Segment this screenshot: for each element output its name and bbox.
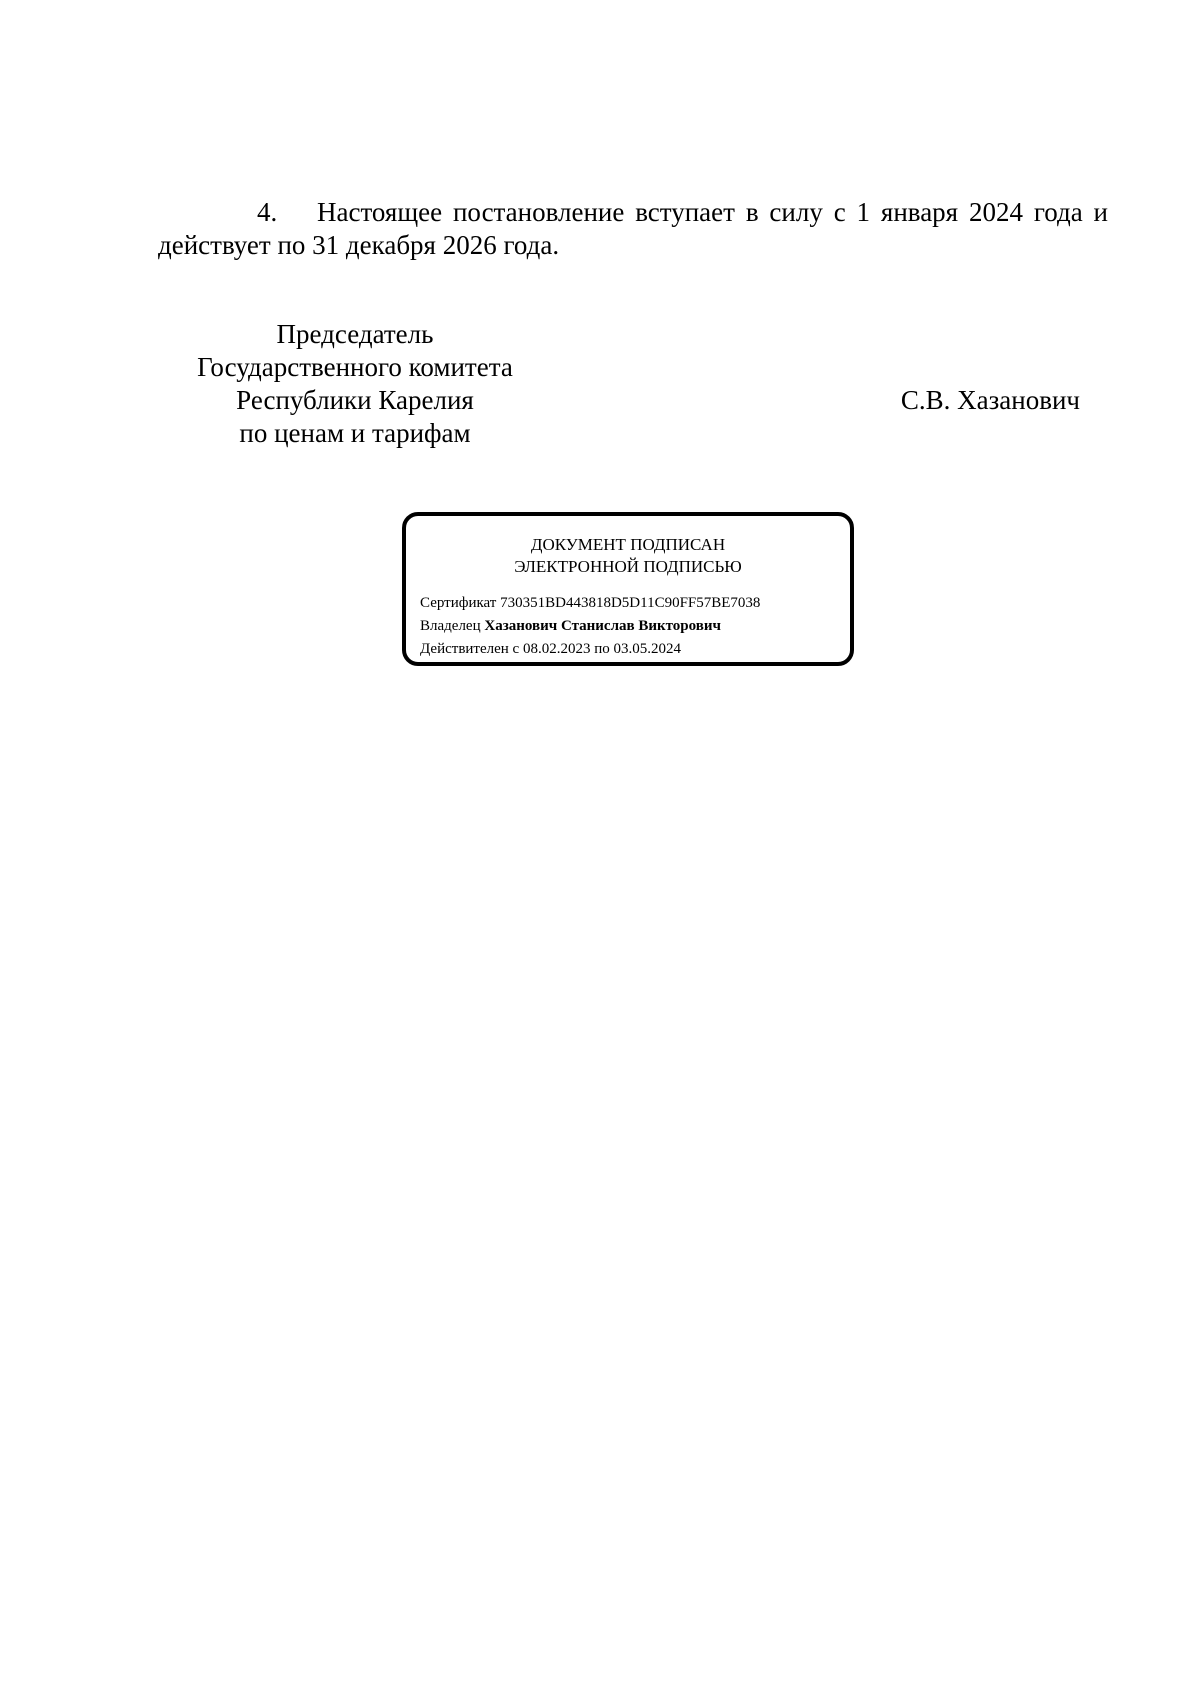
stamp-owner-row — [420, 615, 760, 638]
position-line-4: по ценам и тарифам — [239, 418, 471, 448]
owner-label: Владелец — [420, 618, 481, 634]
position-line-2: Государственного комитета — [197, 352, 513, 382]
stamp-certificate-row — [420, 592, 760, 615]
owner-value: Хазанович Станислав Викторович — [484, 618, 721, 634]
stamp-validity-row — [420, 638, 760, 661]
paragraph-line-1 — [158, 196, 1108, 229]
position-line-1: Председатель — [276, 319, 434, 349]
paragraph-4 — [158, 196, 1108, 262]
stamp-title-line-1: ДОКУМЕНТ ПОДПИСАН — [530, 535, 726, 554]
paragraph-number: 4. — [257, 197, 278, 227]
paragraph-line-2: действует по 31 декабря 2026 года. — [158, 230, 560, 260]
valid-to-label: по — [594, 641, 610, 657]
valid-from: 08.02.2023 — [522, 641, 591, 657]
certificate-label: Сертификат — [420, 595, 497, 611]
signatory-position — [170, 318, 540, 450]
position-line-3: Республики Карелия — [236, 385, 474, 415]
stamp-title — [406, 534, 850, 578]
valid-to: 03.05.2024 — [613, 641, 681, 657]
stamp-details — [420, 592, 760, 661]
electronic-signature-stamp — [402, 512, 854, 666]
valid-label: Действителен с — [420, 641, 520, 657]
signatory-name: С.В. Хазанович — [900, 385, 1080, 415]
stamp-title-line-2: ЭЛЕКТРОННОЙ ПОДПИСЬЮ — [514, 557, 742, 576]
paragraph-text-1: Настоящее постановление вступает в силу с 1 января 2024 года и — [317, 197, 1108, 227]
certificate-value: 730351BD443818D5D11C90FF57BE7038 — [500, 595, 761, 611]
